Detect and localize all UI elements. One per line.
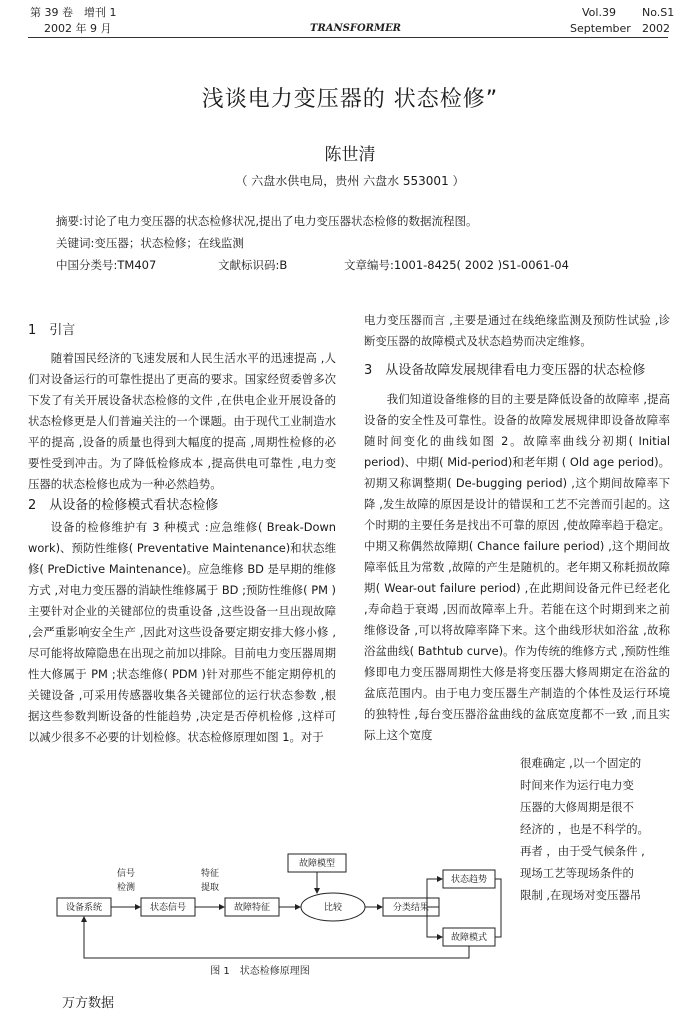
label-classify: 分类结果 bbox=[392, 903, 430, 913]
wrap-line: 再者 ，由于受气候条件 , bbox=[520, 844, 645, 858]
journal-volume: 第 39 卷 增刊 1 bbox=[30, 6, 117, 19]
keywords-text: :变压器；状态检修；在线监测 bbox=[90, 236, 244, 250]
label-fault-mode: 故障模式 bbox=[450, 933, 488, 943]
abstract-text: :讨论了电力变压器的状态检修状况,提出了电力变压器状态检修的数据流程图。 bbox=[79, 214, 478, 228]
wrap-line: 很难确定 ,以一个固定的 bbox=[520, 756, 642, 770]
keywords-label: 关键词 bbox=[56, 236, 91, 250]
section-2-body: 设备的检修维护有 3 种模式 :应急维修( Break-Down work)、预防性维修( Preventative Maintenance)和状态维修( PreDictive Maintenance)。应急维修 BD 是早期的维修方式 ,对电力变压器的消缺性维修属于 BD ;预防性维修( PM )主要针对企业的关键部位的贵重设备 ,这些设备一旦出现故障 ,会严重影响安全生产 ,因此对这些设备要定期安排大修小修 ,尽可能将故障隐患在出现之前加以排除。目前电力变压器周期性大修属于 PM ;状态维修( PDM )针对那些不能定期停机的关键设备 ,可采用传感器收集各关键部位的运行状态参数 ,根据这些参数判断设备的性能趋势 ,决定是否停机检修 ,这样可以减少很多不必要的计划检修。状态检修原理如图 1。对于 bbox=[28, 520, 336, 744]
class-value: :TM407 bbox=[113, 258, 157, 272]
section-3-heading: 3 从设备故障发展规律看电力变压器的状态检修 bbox=[364, 363, 646, 378]
label-state-trend: 状态趋势 bbox=[450, 875, 488, 885]
keywords-line bbox=[56, 236, 244, 251]
label-equipment: 设备系统 bbox=[65, 903, 103, 913]
vol-en: Vol.39 bbox=[582, 6, 616, 19]
wrap-line: 限制 ,在现场对变压器吊 bbox=[520, 888, 642, 902]
label-feature-1: 特征 bbox=[200, 869, 220, 879]
footer-watermark: 万方数据 bbox=[62, 996, 115, 1011]
right-column bbox=[364, 310, 670, 746]
wrap-line: 时间来作为运行电力变 bbox=[520, 778, 634, 792]
doccode-value: :B bbox=[275, 258, 288, 272]
wrap-line: 经济的 ，也是不科学的。 bbox=[520, 822, 649, 836]
article-label: 文章编号 bbox=[344, 258, 390, 272]
section-1-heading: 1 引言 bbox=[28, 323, 76, 338]
label-signal-1: 信号 bbox=[116, 869, 136, 879]
figure-1-diagram bbox=[55, 846, 505, 966]
label-feature-2: 提取 bbox=[200, 883, 220, 893]
state-maintenance-diagram bbox=[55, 846, 505, 966]
label-compare: 比较 bbox=[323, 903, 343, 913]
author-name: 陈世清 bbox=[324, 145, 376, 165]
paper-title: 浅谈电力变压器的 状态检修” bbox=[201, 87, 499, 112]
doccode-line bbox=[218, 258, 287, 273]
right-continuation: 电力变压器而言 ,主要是通过在线绝缘监测及预防性试验 ,诊断变压器的故障模式及状态趋势而决定维修。 bbox=[364, 313, 670, 348]
label-state-signal: 状态信号 bbox=[149, 903, 187, 913]
left-column bbox=[28, 320, 336, 748]
wrap-line: 压器的大修周期是很不 bbox=[520, 800, 634, 814]
header-rule bbox=[28, 37, 668, 38]
class-label: 中国分类号 bbox=[56, 258, 114, 272]
journal-name: TRANSFORMER bbox=[310, 23, 401, 34]
label-fault-feature: 故障特征 bbox=[233, 903, 271, 913]
wrap-line: 现场工艺等现场条件的 bbox=[520, 866, 634, 880]
figure-1-caption: 图 1 状态检修原理图 bbox=[210, 966, 310, 977]
section-3-body: 我们知道设备维修的目的主要是降低设备的故障率 ,提高设备的安全性及可靠性。设备的故障发展规律即设备故障率随时间变化的曲线如图 2。故障率曲线分初期( Initial period)、中期( Mid-period)和老年期 ( Old age period)。初期又称调整期( De-bugging period) ,这个期间故障率下降 ,发生故障的原因是设计的错误和工艺不完善而引起的。这个时期的主要任务是找出不可靠的原因 ,使故障率趋于稳定。中期又称偶然故障期( Chance failure period) ,这个期间故障率低且为常数 ,故障的产生是随机的。老年期又称耗损故障期( Wear-out failure period) ,在此期间设备元件已经老化 ,寿命趋于衰竭 ,因而故障率上升。若能在这个时期到来之前维修设备 ,可以将故障率降下来。这个曲线形状如浴盆 ,故称浴盆曲线( Bathtub curve)。作为传统的维修方式 ,预防性维修即电力变压器周期性大修是将变压器大修周期定在浴盆的盆底范围内。由于电力变压器生产制造的个体性及运行环境的独特性 ,每台变压器浴盆曲线的盆底宽度都不一致 ,而且实际上这个宽度 bbox=[364, 392, 670, 742]
article-value: :1001-8425( 2002 )S1-0061-04 bbox=[390, 258, 569, 272]
abstract-label: 摘要 bbox=[56, 214, 79, 228]
no-en: No.S1 bbox=[642, 6, 675, 19]
right-wrap-text bbox=[520, 752, 670, 906]
article-line bbox=[344, 258, 569, 273]
journal-date: 2002 年 9 月 bbox=[44, 22, 112, 35]
month-en: September bbox=[570, 22, 631, 35]
author-affiliation: （ 六盘水供电局，贵州 六盘水 553001 ） bbox=[235, 174, 465, 188]
section-1-body: 随着国民经济的飞速发展和人民生活水平的迅速提高 ,人们对设备运行的可靠性提出了更高的要求。国家经贸委曾多次下发了有关开展设备状态检修的文件 ,在供电企业开展设备的状态检修更是人们普遍关注的一个课题。由于现代工业制造水平的提高 ,设备的质量也得到大幅度的提高 ,周期性检修的必要性受到冲击。为了降低检修成本 ,提高供电可靠性 ,电力变压器的状态检修也成为一种必然趋势。 bbox=[28, 351, 336, 491]
doccode-label: 文献标识码 bbox=[218, 258, 276, 272]
label-fault-model: 故障模型 bbox=[298, 859, 336, 869]
abstract-line bbox=[56, 214, 478, 229]
section-2-heading: 2 从设备的检修模式看状态检修 bbox=[28, 498, 219, 513]
label-signal-2: 检测 bbox=[116, 883, 136, 893]
year-en: 2002 bbox=[642, 22, 670, 35]
class-line bbox=[56, 258, 156, 273]
